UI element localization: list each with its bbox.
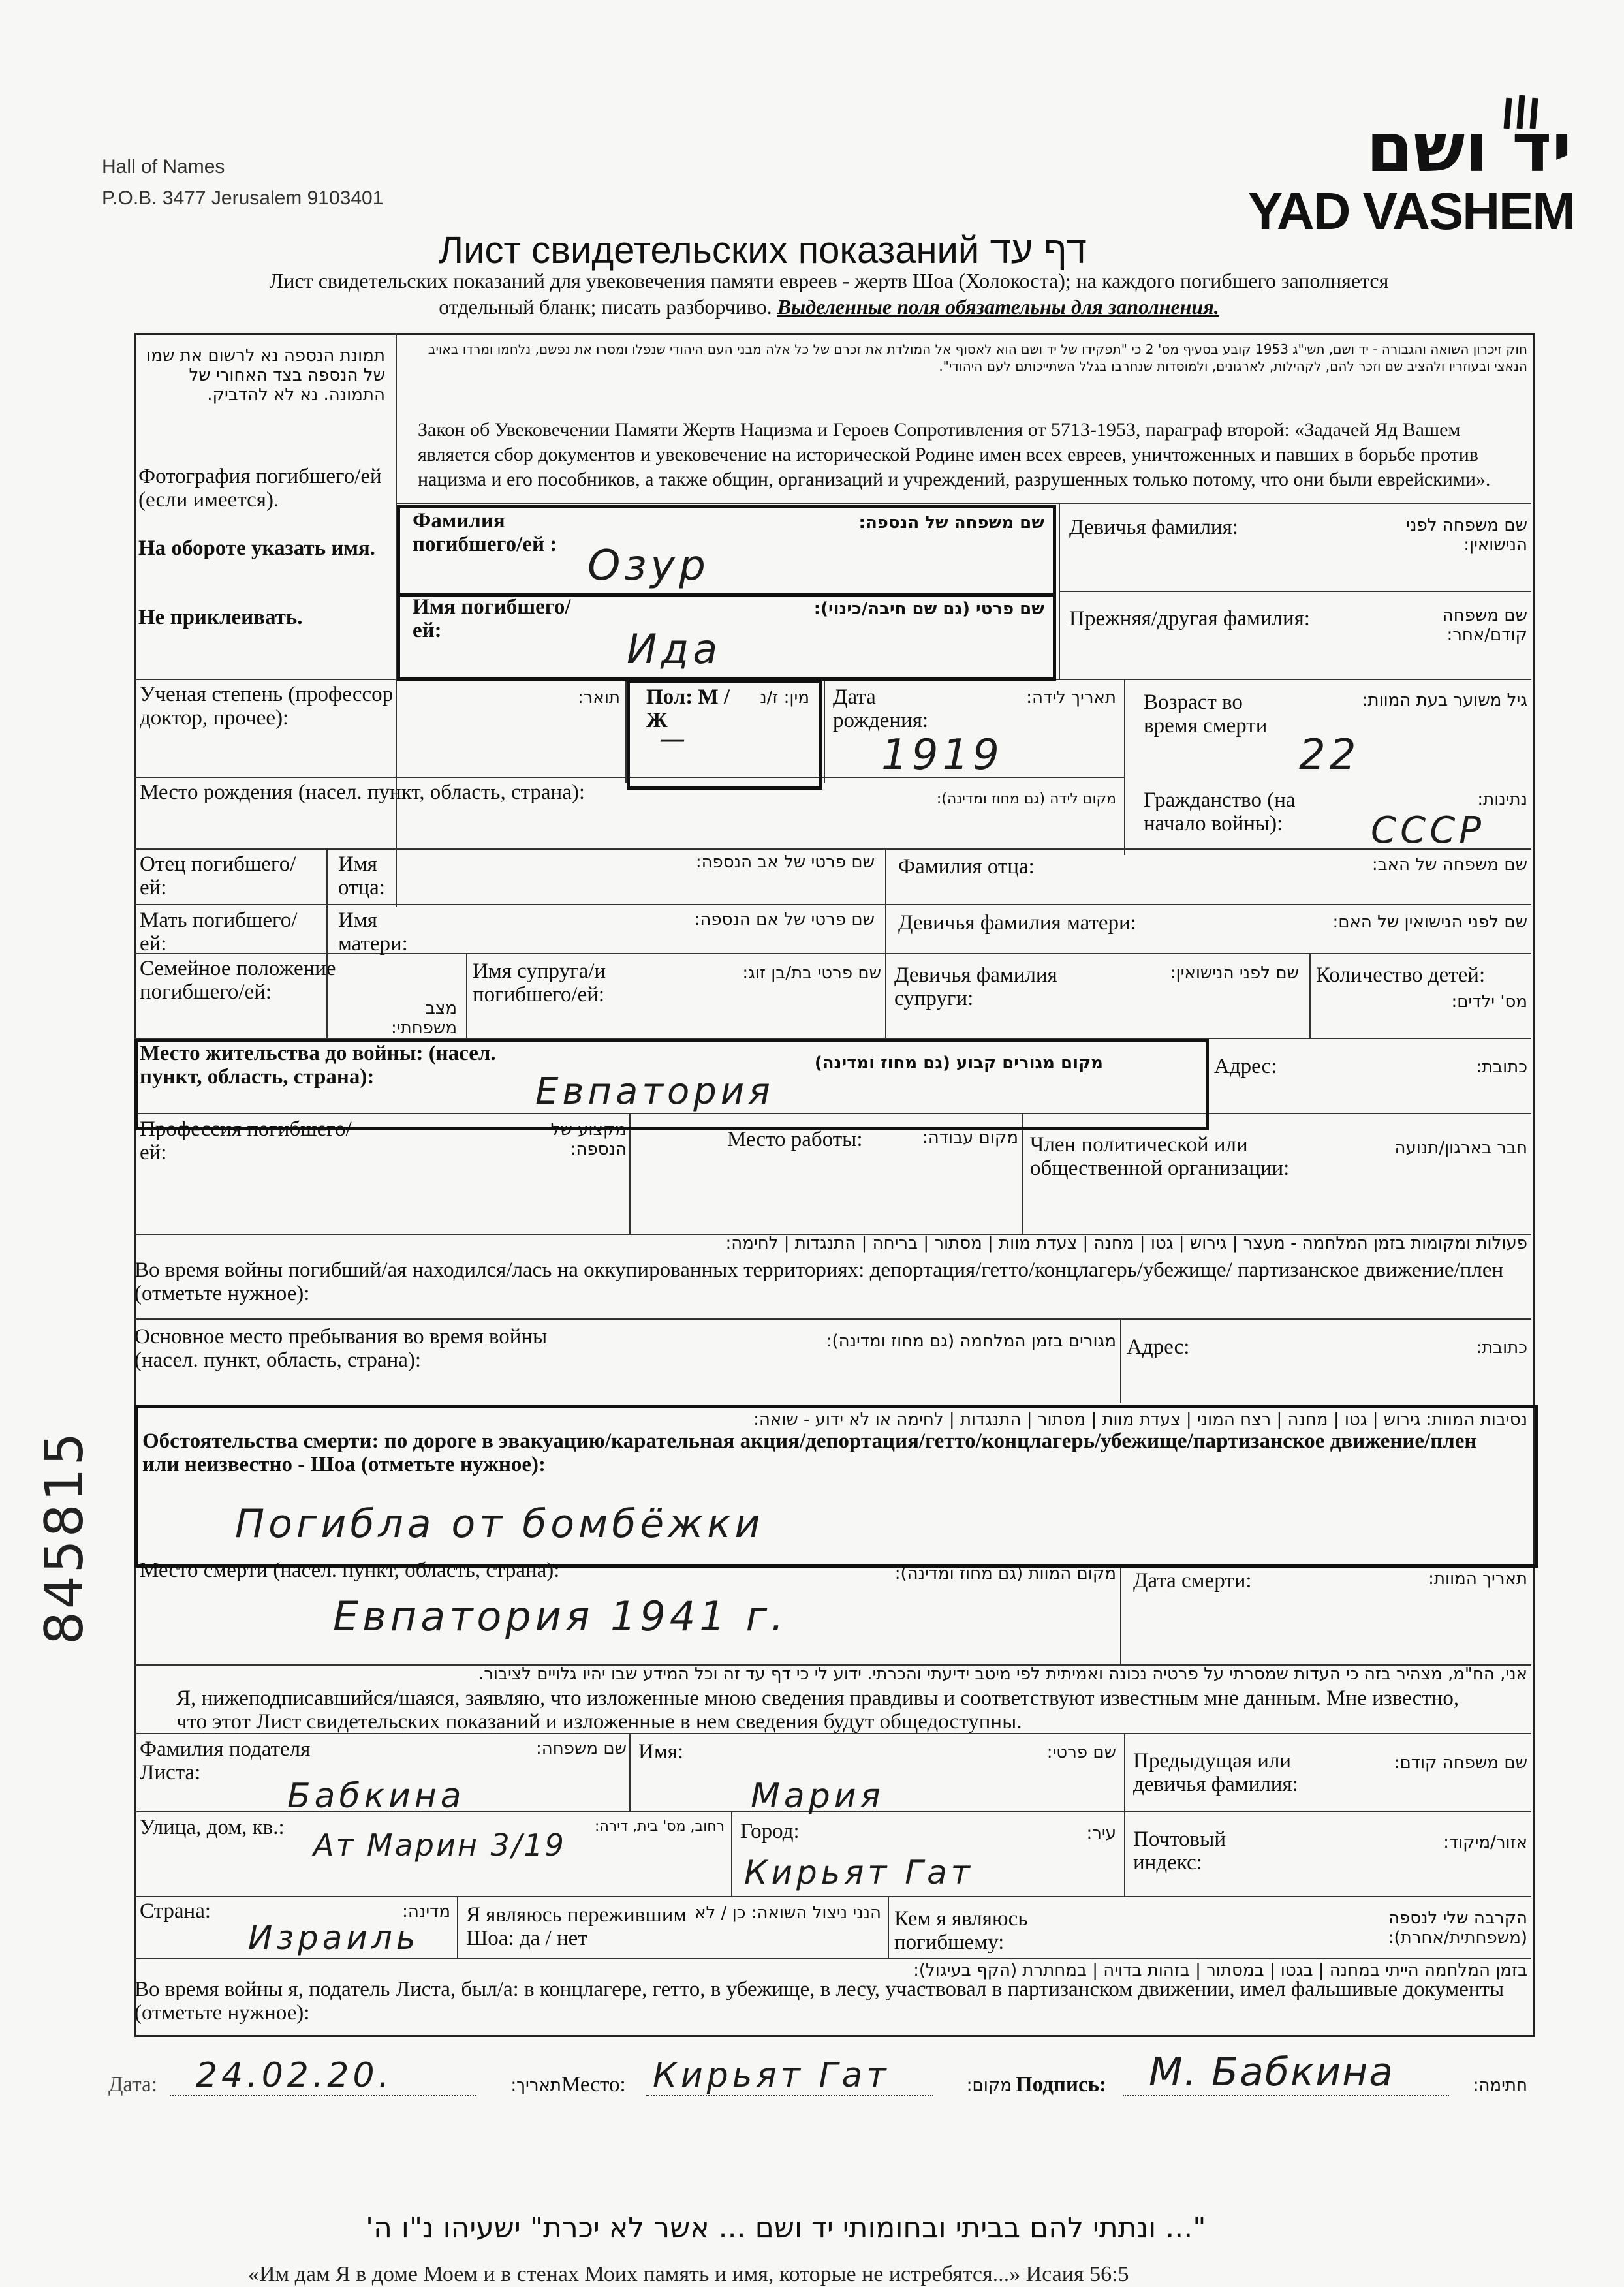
declaration-ru: Я, нижеподписавшийся/шаяся, заявляю, что изложенные мною сведения правдивы и соответствуют известным мне данным. Мне известно, что этот Лист свидетельских показаний и изложенные в нем сведения будут общедоступны.	[176, 1687, 1460, 1734]
photo-heb: תמונת הנספה נא לרשום את שמו של הנספה בצד האחורי של התמונה. נא לא להדביק.	[146, 346, 385, 405]
sign-place-value[interactable]: Кирьят Гат	[653, 2056, 890, 2095]
address-heb: כתובת:	[1476, 1057, 1527, 1077]
father-surname-label: Фамилия отца:	[898, 855, 1035, 879]
col-line	[326, 848, 328, 1038]
row-line	[1059, 591, 1531, 592]
death-heb: נסיבות המוות: גירוש | גטו | מחנה | רצח המוני | צעדת מוות | מסתור | התנגדות | לחימה או לא ידוע - שואה:	[753, 1410, 1527, 1429]
age-value[interactable]: 22	[1299, 731, 1360, 779]
footer-russian-quote: «Им дам Я в доме Моем и в стенах Моих память и имя, которые не истребятся...» Исаия 56:5	[248, 2262, 1129, 2286]
dob-label: Дата рождения:	[833, 685, 929, 732]
death-date-label: Дата смерти:	[1133, 1569, 1252, 1593]
sign-place-heb: מקום:	[966, 2076, 1012, 2095]
citizenship-value[interactable]: СССР	[1371, 809, 1486, 852]
father-surname-heb: שם משפחה של האב:	[1371, 855, 1527, 875]
residence-label: Место жительства до войны: (насел. пункт, область, страна):	[140, 1042, 496, 1089]
surname-value[interactable]: Озур	[587, 542, 710, 590]
street-label: Улица, дом, кв.:	[140, 1816, 285, 1839]
name-label: Имя погибшего/ей:	[413, 595, 571, 642]
sign-date-label: Дата:	[108, 2073, 157, 2096]
street-value[interactable]: Ат Марин 3/19	[313, 1828, 566, 1863]
sign-value[interactable]: М. Бабкина	[1149, 2049, 1395, 2095]
mother-maiden-heb: שם לפני הנישואין של האם:	[1332, 912, 1527, 932]
children-label: Количество детей:	[1316, 963, 1486, 987]
col-line	[1120, 1318, 1121, 1403]
zip-heb: אזור/מיקוד:	[1443, 1833, 1527, 1852]
citizenship-heb: נתינות:	[1477, 790, 1527, 809]
death-place-label: Место смерти (насел. пункт, область, страна):	[140, 1559, 560, 1582]
law-hebrew: חוק זיכרון השואה והגבורה - יד ושם, תשי"ג 1953 קובע בסעיף מס' 2 כי "תפקידו של יד ושם הוא לאסוף אל המולדת את זכרם של כל אלה מבני העם היהודי שנפלו ומסרו את נפשם, נלחמו ומרדו באויב הנאצי ובעוזריו ולהציב שם וזכר להם, לקהילות, לארגונים, ולמוסדות שנחרבו בגלל השתייכותם לעם היהודי".	[428, 341, 1527, 374]
city-label: Город:	[740, 1820, 800, 1843]
sign-date-heb: תאריך:	[510, 2076, 561, 2095]
col-line	[1124, 1733, 1125, 1896]
org-line-2: P.O.B. 3477 Jerusalem 9103401	[102, 187, 384, 209]
death-value[interactable]: Погибла от бомбёжки	[235, 1501, 764, 1547]
sex-heb: מין: ז/נ	[760, 688, 809, 708]
death-place-value[interactable]: Евпатория 1941 г.	[333, 1593, 788, 1640]
spouse-label: Имя супруга/и погибшего/ей:	[473, 959, 606, 1006]
degree-label: Ученая степень (профессор доктор, прочее):	[140, 683, 394, 730]
col-line	[466, 953, 467, 1038]
date-underline	[170, 2095, 476, 2096]
children-heb: מס' ילדים:	[1451, 992, 1527, 1012]
prev-surname-label: Прежняя/другая фамилия:	[1069, 607, 1310, 630]
father-heb: שם פרטי של אב הנספה:	[695, 852, 875, 872]
age-heb: גיל משוער בעת המוות:	[1362, 691, 1527, 710]
submitter-wartime-label: Во время войны я, податель Листа, был/а: в концлагере, гетто, в убежище, в лесу, участвовал в партизанском движении, имел фальшивые документы (отметьте нужное):	[134, 1978, 1505, 2025]
surname-label: Фамилия погибшего/ей :	[413, 509, 557, 556]
dob-heb: תאריך לידה:	[1026, 688, 1116, 708]
address-label: Адрес:	[1214, 1055, 1277, 1078]
sign-underline	[1123, 2095, 1449, 2096]
submitter-prev-heb: שם משפחה קודם:	[1394, 1753, 1527, 1773]
page-subtitle	[255, 268, 1403, 320]
death-label: Обстоятельства смерти: по дороге в эвакуацию/карательная акция/депортация/гетто/концлагерь/убежище/партизанское движение/плен или неизвестно - Шоа (отметьте нужное):	[142, 1429, 1477, 1476]
survivor-label: Я являюсь пережившим Шоа: да / нет	[466, 1903, 687, 1950]
submitter-surname-heb: שם משפחה:	[536, 1739, 627, 1758]
submitter-prev-label: Предыдущая или девичья фамилия:	[1133, 1749, 1298, 1796]
city-heb: עיר:	[1086, 1824, 1116, 1843]
sign-heb: חתימה:	[1473, 2076, 1527, 2095]
survivor-heb: הנני ניצול השואה: כן / לא	[695, 1903, 881, 1923]
death-date-heb: תאריך המוות:	[1428, 1569, 1527, 1589]
surname-heb: שם משפחה של הנספה:	[858, 513, 1044, 533]
photo-note-bold: На обороте указать имя.	[138, 537, 375, 560]
row-line	[134, 1958, 1531, 1959]
father-name-label: Имя отца:	[338, 852, 385, 899]
profession-label: Профессия погибшего/ей:	[140, 1117, 352, 1164]
col-line	[629, 1113, 631, 1234]
country-value[interactable]: Израиль	[248, 1919, 420, 1957]
spouse-maiden-label: Девичья фамилия супруги:	[894, 963, 1057, 1010]
sex-value[interactable]: —	[659, 724, 689, 755]
subtitle-emphasis: Выделенные поля обязательны для заполнения.	[777, 295, 1219, 319]
name-value[interactable]: Ида	[627, 625, 722, 673]
col-line	[885, 848, 886, 1038]
mother-heb: שם פרטי של אם הנספה:	[694, 910, 875, 929]
member-heb: חבר בארגון/תנועה	[1394, 1138, 1527, 1158]
profession-heb: מקצוע של הנספה:	[550, 1120, 627, 1159]
sign-place-label: Место:	[561, 2073, 626, 2096]
dob-value[interactable]: 1919	[881, 731, 1003, 779]
residence-heb: מקום מגורים קבוע (גם מחוז ומדינה)	[814, 1053, 1103, 1073]
city-value[interactable]: Кирьят Гат	[744, 1854, 974, 1891]
zip-label: Почтовый индекс:	[1133, 1828, 1226, 1875]
mother-name-label: Имя матери:	[338, 909, 408, 956]
wartime-place-label: Основное место пребывания во время войны (насел. пункт, область, страна):	[134, 1325, 548, 1372]
maiden-label: Девичья фамилия:	[1069, 516, 1238, 539]
street-heb: רחוב, מס' בית, דירה:	[595, 1818, 725, 1835]
maiden-heb: שם משפחה לפני הנישואין:	[1406, 516, 1527, 555]
wartime-heb: פעולות ומקומות בזמן המלחמה - מעצר | גירוש | גטו | מחנה | צעדת מוות | מסתור | בריחה | התנגדות | לחימה:	[725, 1234, 1527, 1253]
col-line	[1022, 1113, 1023, 1234]
wartime-place-heb: מגורים בזמן המלחמה (גם מחוז ומדינה):	[826, 1331, 1116, 1351]
photo-note: Не приклеивать.	[138, 606, 303, 629]
org-line-1: Hall of Names	[102, 156, 225, 178]
spouse-maiden-heb: שם לפני הנישואין:	[1170, 963, 1299, 983]
photo-label: Фотография погибшего/ей (если имеется).	[138, 465, 382, 512]
submitter-name-heb: שם פרטי:	[1046, 1743, 1116, 1762]
wartime-address-label: Адрес:	[1127, 1335, 1190, 1359]
place-underline	[646, 2095, 933, 2096]
col-line	[457, 1896, 458, 1958]
work-heb: מקום עבודה:	[922, 1128, 1018, 1147]
row-line	[134, 848, 1531, 850]
submitter-name-label: Имя:	[638, 1740, 684, 1764]
declaration-heb: אני, הח"מ, מצהיר בזה כי העדות שמסרתי על פרטיה נכונה ואמיתית לפי מיטב ידיעתי והכרתי. ידוע לי כי דף עד זה וכל המידע שבו יהיו גלויים לציבור.	[478, 1664, 1527, 1684]
org-address	[102, 151, 383, 214]
col-line	[888, 1896, 889, 1958]
residence-value[interactable]: Евпатория	[535, 1070, 774, 1113]
age-label: Возраст во время смерти	[1144, 691, 1268, 738]
row-line	[396, 503, 1531, 504]
member-label: Член политической или общественной организации:	[1030, 1133, 1290, 1180]
page-title: Лист свидетельских показаний דף עד	[439, 229, 1087, 272]
submitter-surname-label: Фамилия подателя Листа:	[140, 1737, 311, 1784]
prev-surname-heb: שם משפחה קודם/אחר:	[1442, 606, 1527, 645]
wartime-label: Во время войны погибший/ая находился/лась на оккупированных территориях: депортация/гетто/концлагерь/убежище/ партизанское движение/плен (отметьте нужное):	[134, 1258, 1504, 1305]
birthplace-heb: מקום לידה (גם מחוז ומדינה):	[936, 791, 1116, 807]
sign-label: Подпись:	[1016, 2073, 1107, 2096]
father-label: Отец погибшего/ей:	[140, 852, 296, 899]
relation-heb: הקרבה שלי לנספה (משפחתית/אחרת):	[1388, 1908, 1527, 1948]
row-line	[134, 1896, 1531, 1897]
relation-label: Кем я являюсь погибшему:	[894, 1907, 1028, 1954]
family-status-label: Семейное положение погибшего/ей:	[140, 957, 336, 1004]
subtitle-text: Лист свидетельских показаний для увековечения памяти евреев - жертв Шоа (Холокоста); на каждого погибшего заполняется отдельный бланк; писать разборчиво.	[269, 269, 1389, 319]
country-heb: מדינה:	[402, 1902, 450, 1921]
sex-label: Пол: М / Ж	[646, 685, 730, 732]
row-line	[134, 904, 1531, 905]
col-line	[1120, 1566, 1121, 1664]
death-place-heb: מקום המוות (גם מחוז ומדינה):	[894, 1564, 1116, 1583]
country-label: Страна:	[140, 1899, 211, 1923]
submitter-name-value[interactable]: Мария	[751, 1777, 884, 1816]
side-file-number: 845815	[34, 1429, 95, 1645]
col-line	[1124, 679, 1125, 855]
mother-label: Мать погибшего/ей:	[140, 909, 298, 956]
birthplace-label: Место рождения (насел. пункт, область, страна):	[140, 781, 586, 804]
mother-maiden-label: Девичья фамилия матери:	[898, 911, 1136, 935]
col-line	[1309, 953, 1311, 1038]
sign-date-value[interactable]: 24.02.20.	[196, 2056, 394, 2095]
citizenship-label: Гражданство (на начало войны):	[1144, 788, 1296, 835]
col-line	[824, 679, 825, 783]
name-heb: שם פרטי (גם שם חיבה/כינוי):	[813, 599, 1044, 619]
law-russian: Закон об Увековечении Памяти Жертв Нацизма и Героев Сопротивления от 5713-1953, параграф второй: «Задачей Яд Вашем является сбор документов и увековечение на исторической Родине имен всех евреев, уничтоженных и павших в борьбе против нацизма и его пособников, а также общин, организаций и учреждений, разрушенных только потому, что они были еврейскими».	[418, 419, 1491, 490]
row-line	[134, 1318, 1531, 1320]
family-status-heb: מצב משפחתי:	[391, 999, 457, 1038]
degree-heb: תואר:	[578, 688, 620, 708]
footer-hebrew-quote: "... ונתתי להם בביתי ובחומותי יד ושם ... אשר לא יכרת" ישעיהו נ"ו ה'	[366, 2211, 1206, 2245]
work-label: Место работы:	[727, 1128, 863, 1151]
submitter-wartime-heb: בזמן המלחמה הייתי במחנה | בגטו | במסתור | בזהות בדויה | במחתרת (הקף בעיגול):	[913, 1961, 1527, 1980]
logo-latin: YAD VASHEM	[1247, 182, 1574, 240]
wartime-address-heb: כתובת:	[1476, 1338, 1527, 1358]
col-line	[629, 1733, 631, 1811]
logo-hebrew: יד ושם	[1366, 108, 1572, 187]
submitter-surname-value[interactable]: Бабкина	[287, 1777, 465, 1816]
col-line	[731, 1811, 732, 1896]
spouse-heb: שם פרטי בת/בן זוג:	[742, 963, 881, 983]
